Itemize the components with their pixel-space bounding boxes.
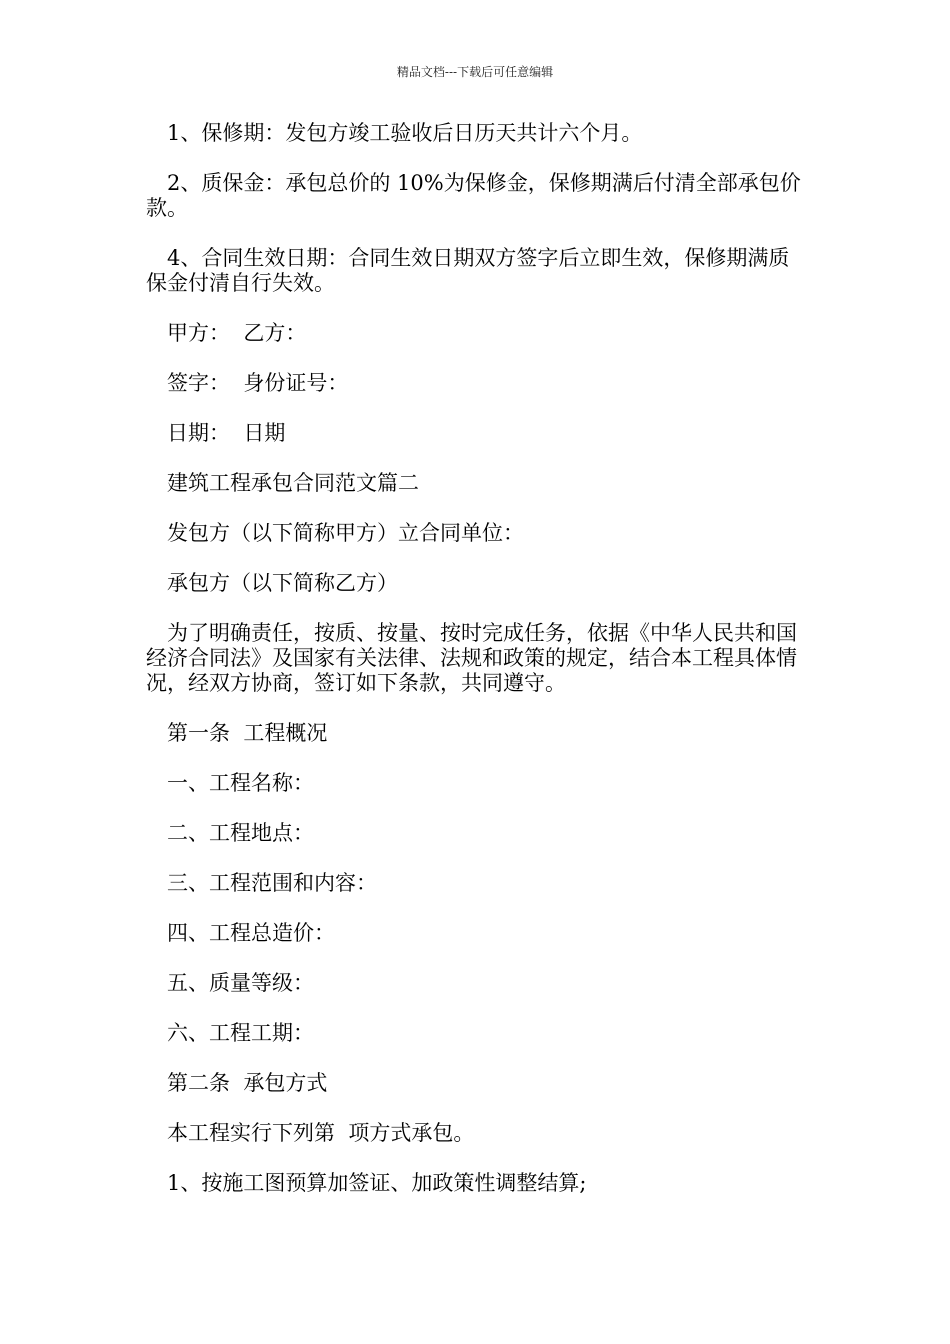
clause-warranty-period: 1、保修期：发包方竣工验收后日历天共计六个月。: [167, 121, 643, 145]
item-project-total-cost: 四、工程总造价：: [167, 921, 335, 945]
section-title: 建筑工程承包合同范文篇二: [167, 471, 419, 495]
article-two-heading: 第二条 承包方式: [167, 1071, 328, 1095]
clause-quality-deposit: 2、质保金：承包总价的 10%为保修金，保修期满后付清全部承包价款。: [146, 171, 801, 220]
preamble-paragraph: 为了明确责任，按质、按量、按时完成任务，依据《中华人民共和国经济合同法》及国家有关法律、法规和政策的规定，结合本工程具体情况，经双方协商，签订如下条款，共同遵守。: [146, 621, 797, 695]
contract-method-line: 本工程实行下列第 项方式承包。: [167, 1121, 475, 1145]
item-project-name: 一、工程名称：: [167, 771, 314, 795]
page-header: 精品文档---下载后可任意编辑: [396, 65, 554, 79]
document-body: [146, 121, 810, 1221]
party-a-line: 发包方（以下简称甲方）立合同单位：: [167, 521, 524, 545]
contract-method-option-1: 1、按施工图预算加签证、加政策性调整结算;: [167, 1171, 587, 1195]
item-project-duration: 六、工程工期：: [167, 1021, 314, 1045]
signature-party-line: 甲方： 乙方：: [167, 321, 307, 345]
signature-id-line: 签字： 身份证号：: [167, 371, 349, 395]
item-project-scope: 三、工程范围和内容：: [167, 871, 377, 895]
party-b-line: 承包方（以下简称乙方）: [167, 571, 398, 595]
item-project-location: 二、工程地点：: [167, 821, 314, 845]
article-one-heading: 第一条 工程概况: [167, 721, 328, 745]
signature-date-line: 日期： 日期: [167, 421, 286, 445]
item-quality-grade: 五、质量等级：: [167, 971, 314, 995]
clause-effective-date: 4、合同生效日期：合同生效日期双方签字后立即生效，保修期满质保金付清自行失效。: [146, 246, 790, 295]
